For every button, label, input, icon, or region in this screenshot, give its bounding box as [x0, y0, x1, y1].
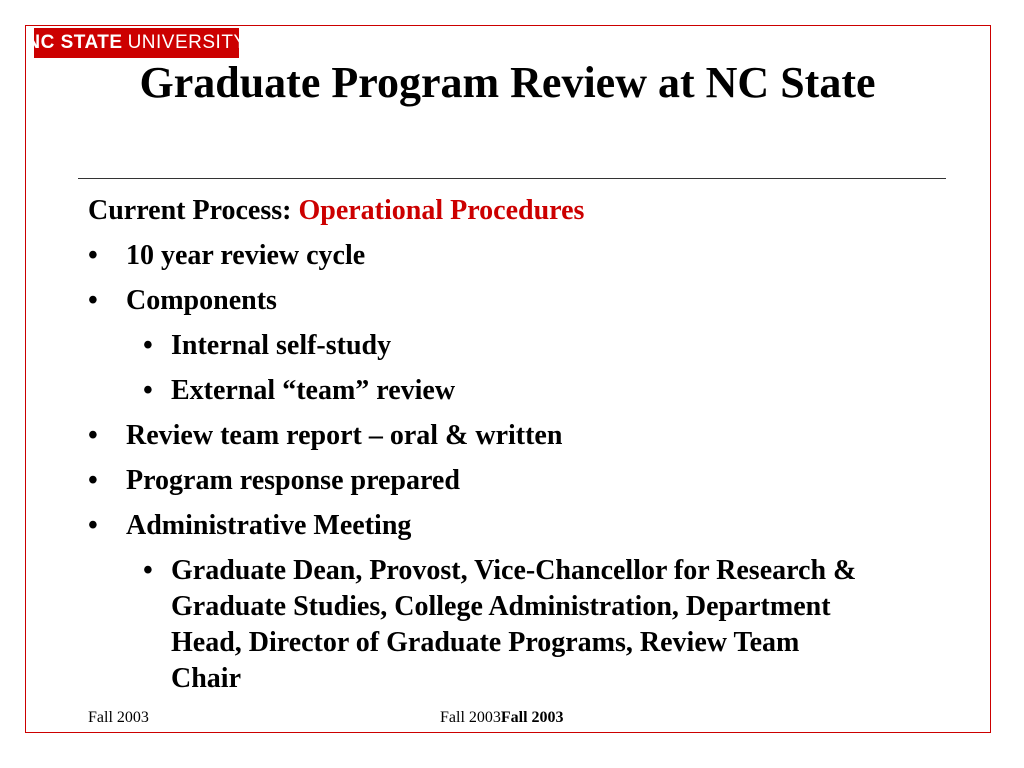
footer-center-bold: Fall 2003	[500, 709, 564, 726]
bullet-icon: •	[88, 240, 98, 271]
bullet-icon: •	[143, 375, 153, 406]
bullet-item	[88, 418, 562, 454]
nc-state-logo	[26, 28, 247, 58]
bullet-icon: •	[88, 285, 98, 316]
bullet-text: Components	[126, 285, 277, 316]
bullet-item	[88, 283, 277, 319]
logo-regular-text: UNIVERSITY	[127, 32, 247, 53]
bullet-text: Internal self-study	[171, 330, 392, 361]
bullet-icon: •	[88, 465, 98, 496]
bullet-text: 10 year review cycle	[126, 240, 366, 271]
title-divider	[78, 178, 946, 179]
bullet-item	[88, 463, 460, 499]
heading-accent: Operational Procedures	[298, 195, 585, 226]
sub-bullet-item	[143, 373, 455, 409]
bullet-item	[88, 508, 411, 544]
bullet-icon: •	[88, 420, 98, 451]
bullet-icon: •	[143, 555, 153, 586]
sub-bullet-item	[143, 553, 861, 697]
bullet-text: Review team report – oral & written	[126, 420, 563, 451]
section-heading	[88, 193, 584, 229]
bullet-text: External “team” review	[171, 375, 456, 406]
bullet-icon: •	[143, 330, 153, 361]
bullet-text: Administrative Meeting	[126, 510, 412, 541]
slide-title: Graduate Program Review at NC State	[139, 58, 876, 107]
footer-left: Fall 2003	[88, 709, 149, 726]
footer-center	[440, 709, 564, 727]
logo-bold-text: NC STATE	[26, 32, 123, 53]
sub-bullet-item	[143, 328, 391, 364]
bullet-icon: •	[88, 510, 98, 541]
bullet-text: Program response prepared	[126, 465, 460, 496]
bullet-text: Graduate Dean, Provost, Vice-Chancellor for Research & Graduate Studies, College Administration, Department Head, Director of Graduate Programs, Review Team Chair	[171, 555, 857, 694]
heading-prefix: Current Process:	[88, 195, 292, 226]
footer-center-regular: Fall 2003	[440, 709, 501, 726]
bullet-item	[88, 238, 365, 274]
